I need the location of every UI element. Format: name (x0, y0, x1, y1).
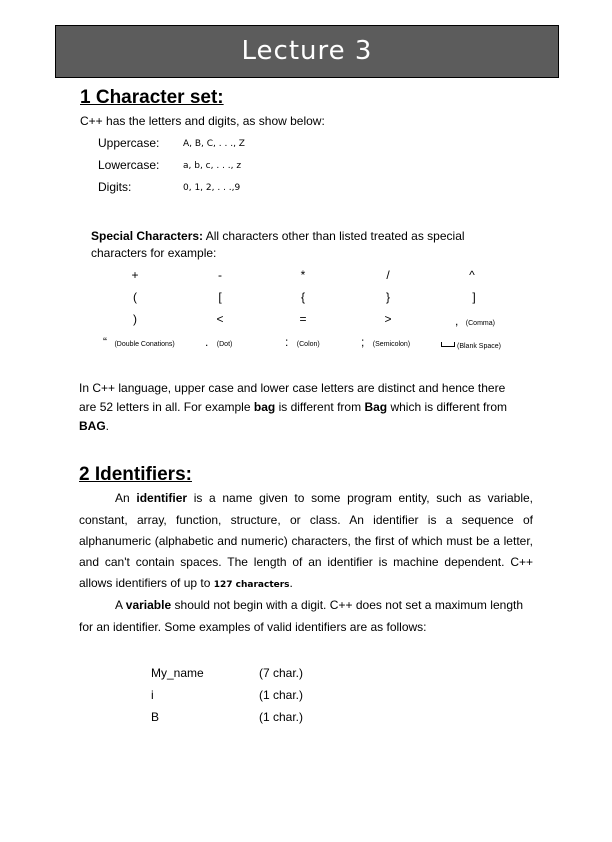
symbol-open-bracket: [ (218, 290, 222, 304)
symbol-semicolon: ; (361, 335, 365, 349)
semicolon-label: (Semicolon) (372, 341, 411, 348)
symbol-open-paren: ( (133, 290, 137, 304)
identifier-para-text: An (115, 491, 137, 505)
special-characters-title: Special Characters: (91, 229, 204, 243)
charset-value-digits: 0, 1, 2, . . .,9 (183, 183, 241, 193)
example-length: (1 char.) (259, 710, 304, 724)
symbol-slash: / (386, 268, 390, 282)
identifier-para-text: allows identifiers of up to (79, 576, 214, 590)
charset-label-uppercase: Uppercase: (98, 136, 160, 150)
symbol-close-paren: ) (133, 312, 137, 326)
symbol-greater-than: > (384, 312, 392, 326)
named-symbol-blank-space (441, 335, 501, 353)
lecture-title-banner (55, 25, 559, 78)
identifier-para-line-4: and can't contain spaces. The length of an identifier is machine dependent. C++ (79, 555, 533, 569)
charset-label-digits: Digits: (98, 180, 132, 194)
case-para-line-2 (79, 400, 507, 414)
lecture-title: Lecture 3 (241, 36, 373, 66)
special-characters-intro (91, 229, 465, 243)
named-symbol-dot (205, 333, 232, 351)
case-para-text: are 52 letters in all. For example (79, 400, 254, 414)
symbol-less-than: < (216, 312, 224, 326)
variable-para-text: should not begin with a digit. C++ does not set a maximum length (171, 598, 523, 612)
symbol-dot: . (205, 335, 209, 349)
symbol-minus: - (218, 268, 222, 282)
named-symbol-colon (285, 333, 320, 351)
example-name: i (151, 688, 154, 702)
identifier-para-text: is a name given to some program entity, such as variable, (187, 491, 533, 505)
section2-heading: 2 Identifiers: (79, 464, 192, 485)
word-bag-lower: bag (253, 400, 276, 414)
case-para-line-3 (79, 419, 109, 433)
case-para-line-1: In C++ language, upper case and lower case letters are distinct and hence there (79, 381, 506, 395)
case-para-text: which is different from (387, 400, 508, 414)
example-name: B (151, 710, 160, 724)
symbol-plus: + (131, 268, 139, 282)
example-name: My_name (151, 666, 204, 680)
symbol-asterisk: * (300, 268, 306, 282)
variable-para-text: A (115, 598, 126, 612)
symbol-open-brace: { (300, 290, 306, 304)
special-characters-text-2: characters for example: (91, 246, 217, 260)
charset-value-uppercase: A, B, C, . . ., Z (183, 139, 245, 149)
symbol-colon: : (285, 335, 289, 349)
term-127-characters: 127 characters (213, 580, 290, 590)
symbol-caret: ^ (469, 268, 475, 282)
dot-label: (Dot) (216, 341, 233, 348)
example-length: (7 char.) (259, 666, 304, 680)
section1-heading: 1 Character set: (80, 87, 224, 108)
blank-space-icon (441, 342, 455, 347)
identifier-para-line-2: constant, array, function, structure, or class. An identifier is a sequence of (79, 513, 533, 527)
colon-label: (Colon) (296, 341, 320, 348)
case-para-text: . (105, 419, 110, 433)
word-bag-upper: BAG (79, 419, 106, 433)
comma-label: (Comma) (465, 320, 495, 327)
named-symbol-semicolon (361, 333, 410, 351)
named-symbol-double-quote (103, 333, 175, 351)
variable-para-line-1 (115, 598, 523, 612)
charset-label-lowercase: Lowercase: (98, 158, 160, 172)
identifier-para-line-5 (79, 576, 293, 590)
named-symbol-comma (455, 312, 495, 330)
word-bag-capital: Bag (364, 400, 388, 414)
charset-value-lowercase: a, b, c, . . ., z (183, 161, 242, 171)
double-quote-label: (Double Conations) (114, 341, 175, 348)
term-variable: variable (125, 598, 172, 612)
symbol-close-brace: } (385, 290, 391, 304)
case-para-text: is different from (275, 400, 365, 414)
special-characters-text: All characters other than listed treated as special (203, 229, 465, 243)
variable-para-line-2: for an identifier. Some examples of valid identifiers are as follows: (79, 620, 427, 634)
identifier-para-text: . (289, 576, 293, 590)
term-identifier: identifier (136, 491, 188, 505)
identifier-para-line-3: alphanumeric (alphabetic and numeric) characters, the first of which must be a letter, (79, 534, 533, 548)
symbol-comma: , (455, 314, 459, 328)
blank-space-label: (Blank Space) (457, 343, 501, 350)
identifier-para-line-1 (115, 491, 533, 505)
symbol-equals: = (299, 312, 307, 326)
section1-intro: C++ has the letters and digits, as show below: (80, 114, 325, 128)
symbol-double-quote: “ (103, 335, 107, 349)
symbol-close-bracket: ] (472, 290, 476, 304)
example-length: (1 char.) (259, 688, 304, 702)
